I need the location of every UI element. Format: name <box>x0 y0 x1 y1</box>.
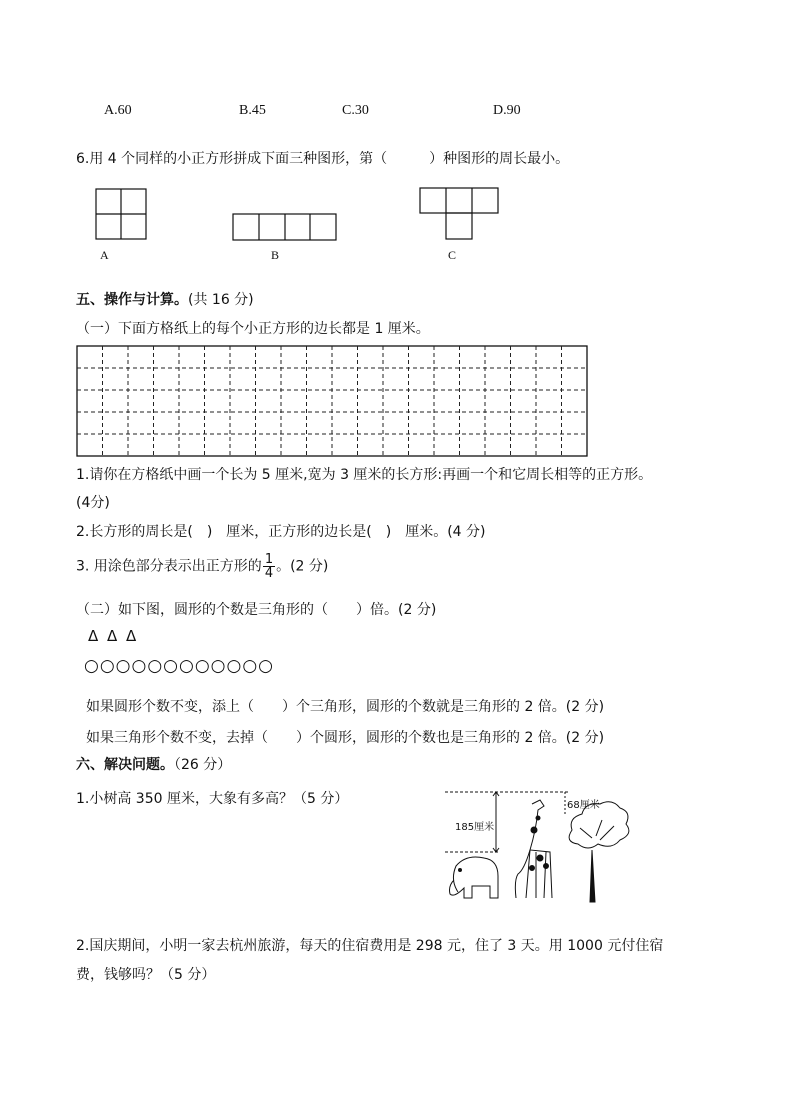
fraction-one-quarter <box>263 553 275 580</box>
tree-trunk <box>590 850 595 902</box>
fraction-numerator: 1 <box>264 552 274 567</box>
option-c: C.30 <box>342 103 369 118</box>
item-1-line-1: 1.请你在方格纸中画一个长为 5 厘米,宽为 3 厘米的长方形:再画一个和它周长相等的正方形。 <box>76 467 653 483</box>
section-5-header <box>76 289 254 309</box>
shape-b <box>233 214 336 240</box>
label-185-cm: 185厘米 <box>455 822 495 833</box>
problem-2-line-1: 2.国庆期间，小明一家去杭州旅游，每天的住宿费用是 298 元，住了 3 天。用 1000 元付住宿 <box>76 938 664 954</box>
option-d: D.90 <box>493 103 521 118</box>
shape-a <box>96 189 146 239</box>
item-3 <box>76 553 328 580</box>
problem-1-text: 1.小树高 350 厘米，大象有多高？（5 分） <box>76 791 349 807</box>
part-2-intro: （二）如下图，圆形的个数是三角形的（ ）倍。(2 分) <box>76 602 437 618</box>
section-5-title: 五、操作与计算。 <box>76 292 188 308</box>
question-6-text: 6.用 4 个同样的小正方形拼成下面三种图形，第（ ）种图形的周长最小。 <box>76 151 570 167</box>
circle-row: ○○○○○○○○○○○○ <box>84 656 275 676</box>
shape-label-c: C <box>448 248 457 262</box>
shape-label-a: A <box>100 248 109 262</box>
section-5-points: (共 16 分) <box>188 292 254 308</box>
giraffe-body <box>526 800 552 898</box>
square-grid-paper[interactable] <box>76 345 588 457</box>
item-3-text: 3. 用涂色部分表示出正方形的 <box>76 558 262 575</box>
shape-label-b: B <box>271 248 280 262</box>
shape-c <box>420 188 498 239</box>
section-6-points: （26 分） <box>174 757 232 773</box>
section-6-header <box>76 754 231 774</box>
elephant-body <box>450 857 499 898</box>
item-2: 2.长方形的周长是( ) 厘米，正方形的边长是( ) 厘米。(4 分) <box>76 524 486 540</box>
animal-height-illustration <box>440 780 640 906</box>
part-2-question-2: 如果三角形个数不变，去掉（ ）个圆形，圆形的个数也是三角形的 2 倍。(2 分) <box>86 730 605 746</box>
triangle-row: Δ Δ Δ <box>88 627 139 645</box>
item-1-line-2: (4分) <box>76 495 110 511</box>
section-6-title: 六、解决问题。 <box>76 757 174 773</box>
part-1-intro: （一）下面方格纸上的每个小正方形的边长都是 1 厘米。 <box>76 321 430 337</box>
label-68-cm: 68厘米 <box>567 800 600 811</box>
option-a: A.60 <box>104 103 132 118</box>
item-3-points: 。(2 分) <box>276 558 329 575</box>
fraction-denominator: 4 <box>264 566 274 581</box>
problem-2-line-2: 费，钱够吗？（5 分） <box>76 967 216 983</box>
part-2-question-1: 如果圆形个数不变，添上（ ）个三角形，圆形的个数就是三角形的 2 倍。(2 分) <box>86 699 605 715</box>
question-6-figures <box>0 0 790 260</box>
option-b: B.45 <box>239 103 266 118</box>
